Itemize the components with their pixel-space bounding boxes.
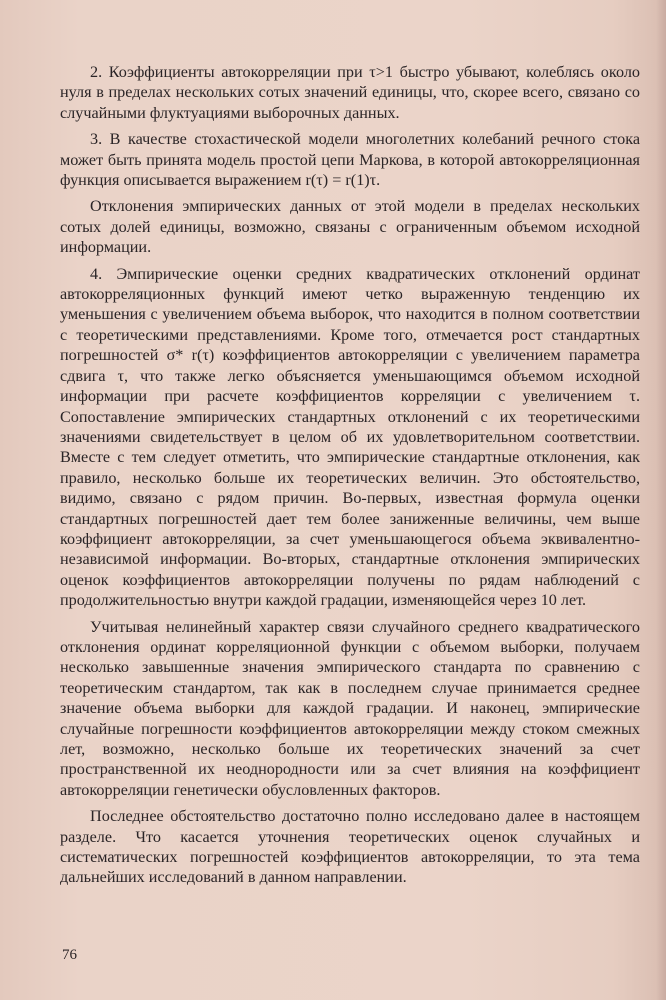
paragraph-item-2: 2. Коэффициенты автокорреляции при τ>1 быстро убывают, колеблясь около нуля в пределах нескольких сотых значений единицы, что, скорее всего, связано со случайными флуктуациями выборочных данных.: [60, 63, 640, 122]
paragraph-final: Последнее обстоятельство достаточно полно исследовано далее в настоящем разделе. Что касается уточнения теоретических оценок случайных и систематических погрешностей коэффициентов автокорреляции, то эта тема дальнейших исследований в данном направлении.: [60, 807, 640, 887]
page-edge-shadow: [656, 0, 666, 1000]
page-number: 76: [62, 947, 77, 963]
paragraph-nonlinear: Учитывая нелинейный характер связи случайного среднего квадратического отклонения ординат корреляционной функции с объемом выборки, получаем несколько завышенные значения эмпирического стандарта по сравнению с теоретическим стандартом, так как в последнем случае принимается среднее значение объема выборки для каждой градации. И наконец, эмпирические случайные погрешности коэффициентов автокорреляции между стоком смежных лет, возможно, несколько больше их теоретических значений за счет пространственной их неоднородности или за счет влияния на коэффициент автокорреляции генетически обусловленных факторов.: [60, 617, 640, 799]
paragraph-item-3: 3. В качестве стохастической модели многолетних колебаний речного стока может быть принята модель простой цепи Маркова, в которой автокорреляционная функция описывается выражением r(τ) = r(1)τ.: [60, 130, 640, 190]
paragraph-item-4: 4. Эмпирические оценки средних квадратических отклонений ординат автокорреляционных функций имеют четко выраженную тенденцию их уменьшения с увеличением объема выборок, что находится в полном соответствии с теоретическими представлениями. Кроме того, отмечается рост стандартных погрешностей σ* r(τ) коэффициентов автокорреляции с увеличением параметра сдвига τ, что также легко объясняется уменьшающимся объемом исходной информации при расчете коэффициентов корреляции с увеличением τ. Сопоставление эмпирических стандартных отклонений с их теоретическими значениями свидетельствует в целом об их удовлетворительном соответствии. Вместе с тем следует отметить, что эмпирические стандартные отклонения, как правило, несколько больше их теоретических величин. Это обстоятельство, видимо, связано с рядом причин. Во-первых, известная формула оценки стандартных погрешностей дает тем более заниженные величины, чем выше коэффициент автокорреляции, за счет уменьшающегося объема эквивалентно-независимой информации. Во-вторых, стандартные отклонения эмпирических оценок коэффициентов автокорреляции получены по рядам наблюдений с продолжительностью внутри каждой градации, изменяющейся через 10 лет.: [60, 264, 640, 610]
page-text: [60, 62, 640, 888]
paragraph-deviations: Отклонения эмпирических данных от этой модели в пределах нескольких сотых долей единицы, возможно, связаны с ограниченным объемом исходной информации.: [60, 197, 640, 257]
